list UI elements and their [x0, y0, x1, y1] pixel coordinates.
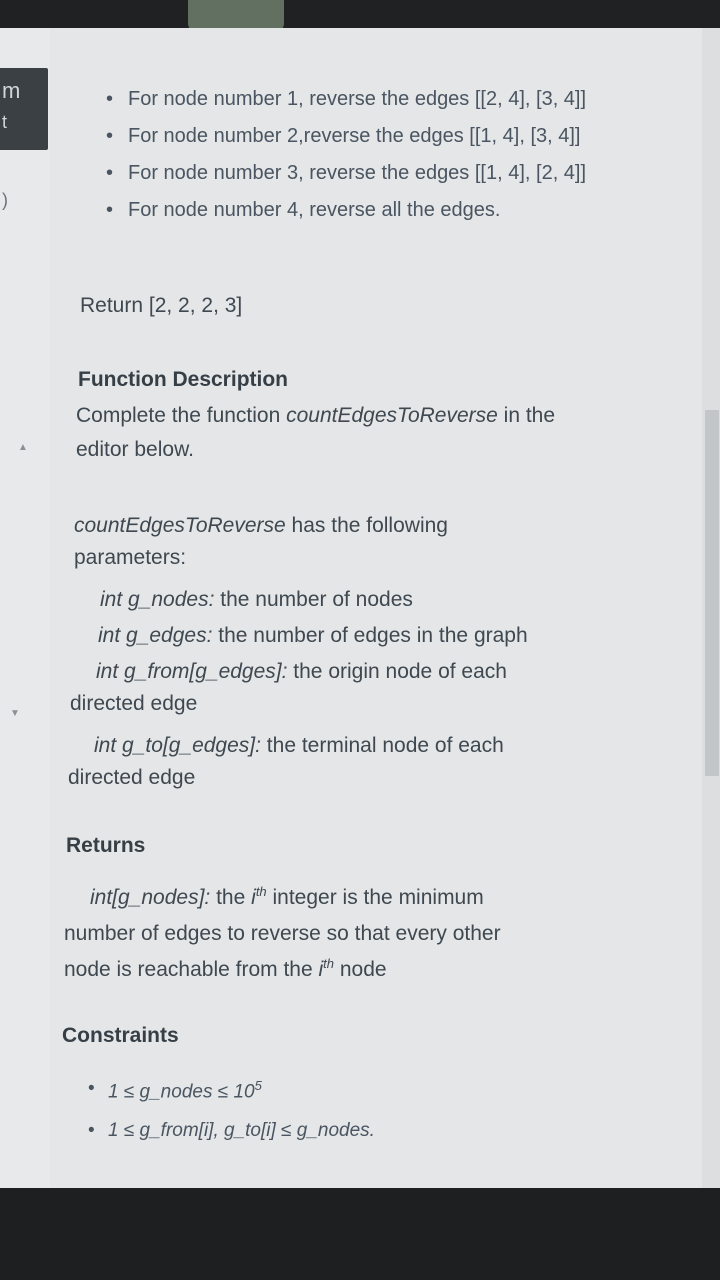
- returns-line1: [90, 884, 484, 910]
- collapse-up-icon[interactable]: ▲: [18, 442, 28, 453]
- function-description-heading: Function Description: [78, 368, 288, 391]
- function-description-line1: [76, 404, 555, 428]
- index-i: i: [251, 886, 256, 909]
- param-type: int g_nodes:: [100, 588, 215, 611]
- param-g-from: [96, 660, 507, 684]
- left-tab-label: m: [2, 78, 21, 103]
- top-bar: [0, 0, 720, 28]
- list-item: • For node number 3, reverse the edges [[1, 4], [2, 4]]: [106, 162, 586, 199]
- superscript-th: th: [323, 956, 334, 971]
- param-g-to: [94, 734, 504, 758]
- index-i: i: [318, 958, 324, 981]
- param-type: int g_to[g_edges]:: [94, 734, 261, 757]
- left-tab-sublabel: t: [2, 112, 8, 132]
- function-description-line2: editor below.: [76, 438, 194, 461]
- scrollbar-thumb[interactable]: [705, 410, 719, 776]
- param-type: int g_from[g_edges]:: [96, 660, 288, 683]
- parameters-intro: [74, 514, 448, 538]
- list-item: [88, 1078, 375, 1120]
- return-example: Return [2, 2, 2, 3]: [80, 294, 243, 317]
- text-span: node: [334, 958, 387, 981]
- constraints-heading: Constraints: [62, 1024, 179, 1047]
- function-name: countEdgesToReverse: [74, 514, 286, 537]
- function-name: countEdgesToReverse: [286, 404, 498, 427]
- left-paren-glyph: ): [2, 190, 8, 210]
- param-g-from-cont: directed edge: [70, 692, 198, 715]
- parameters-intro-line2: parameters:: [74, 546, 187, 569]
- bottom-bar: [0, 1188, 720, 1280]
- param-desc: the number of edges in the graph: [212, 624, 528, 647]
- list-item: • For node number 4, reverse all the edges.: [106, 199, 586, 236]
- constraint-text: 1 ≤ g_nodes ≤ 10: [108, 1081, 255, 1103]
- text-span: the: [210, 886, 252, 909]
- text-span: in the: [497, 404, 556, 427]
- param-g-edges: [98, 624, 528, 648]
- text-span: node is reachable from the: [64, 958, 319, 981]
- scrollbar[interactable]: [702, 28, 720, 1188]
- return-type: int[g_nodes]:: [90, 886, 211, 909]
- text-span: Complete the function: [76, 404, 287, 427]
- example-explanation-list: [106, 88, 586, 236]
- param-type: int g_edges:: [98, 624, 213, 647]
- left-panel-tab[interactable]: [0, 68, 48, 150]
- param-desc: the number of nodes: [214, 588, 413, 611]
- superscript-exponent: 5: [254, 1078, 262, 1093]
- superscript-th: th: [255, 884, 267, 899]
- list-item: • For node number 1, reverse the edges [[2, 4], [3, 4]]: [106, 88, 586, 125]
- constraints-list: [88, 1078, 375, 1162]
- param-desc: the origin node of each: [287, 660, 507, 683]
- text-span: has the following: [285, 514, 448, 537]
- returns-line2: number of edges to reverse so that every other: [64, 922, 501, 945]
- problem-statement-panel: [50, 28, 702, 1188]
- collapse-down-icon[interactable]: ▼: [10, 708, 20, 719]
- returns-line3: [64, 956, 387, 982]
- list-item: • 1 ≤ g_from[i], g_to[i] ≤ g_nodes.: [88, 1120, 375, 1162]
- param-desc: the terminal node of each: [260, 734, 504, 757]
- left-gutter: [0, 28, 50, 1188]
- list-item: • For node number 2,reverse the edges [[1, 4], [3, 4]]: [106, 125, 586, 162]
- returns-heading: Returns: [66, 834, 146, 857]
- param-g-to-cont: directed edge: [68, 766, 196, 789]
- param-g-nodes: [100, 588, 413, 612]
- text-span: integer is the minimum: [266, 886, 484, 909]
